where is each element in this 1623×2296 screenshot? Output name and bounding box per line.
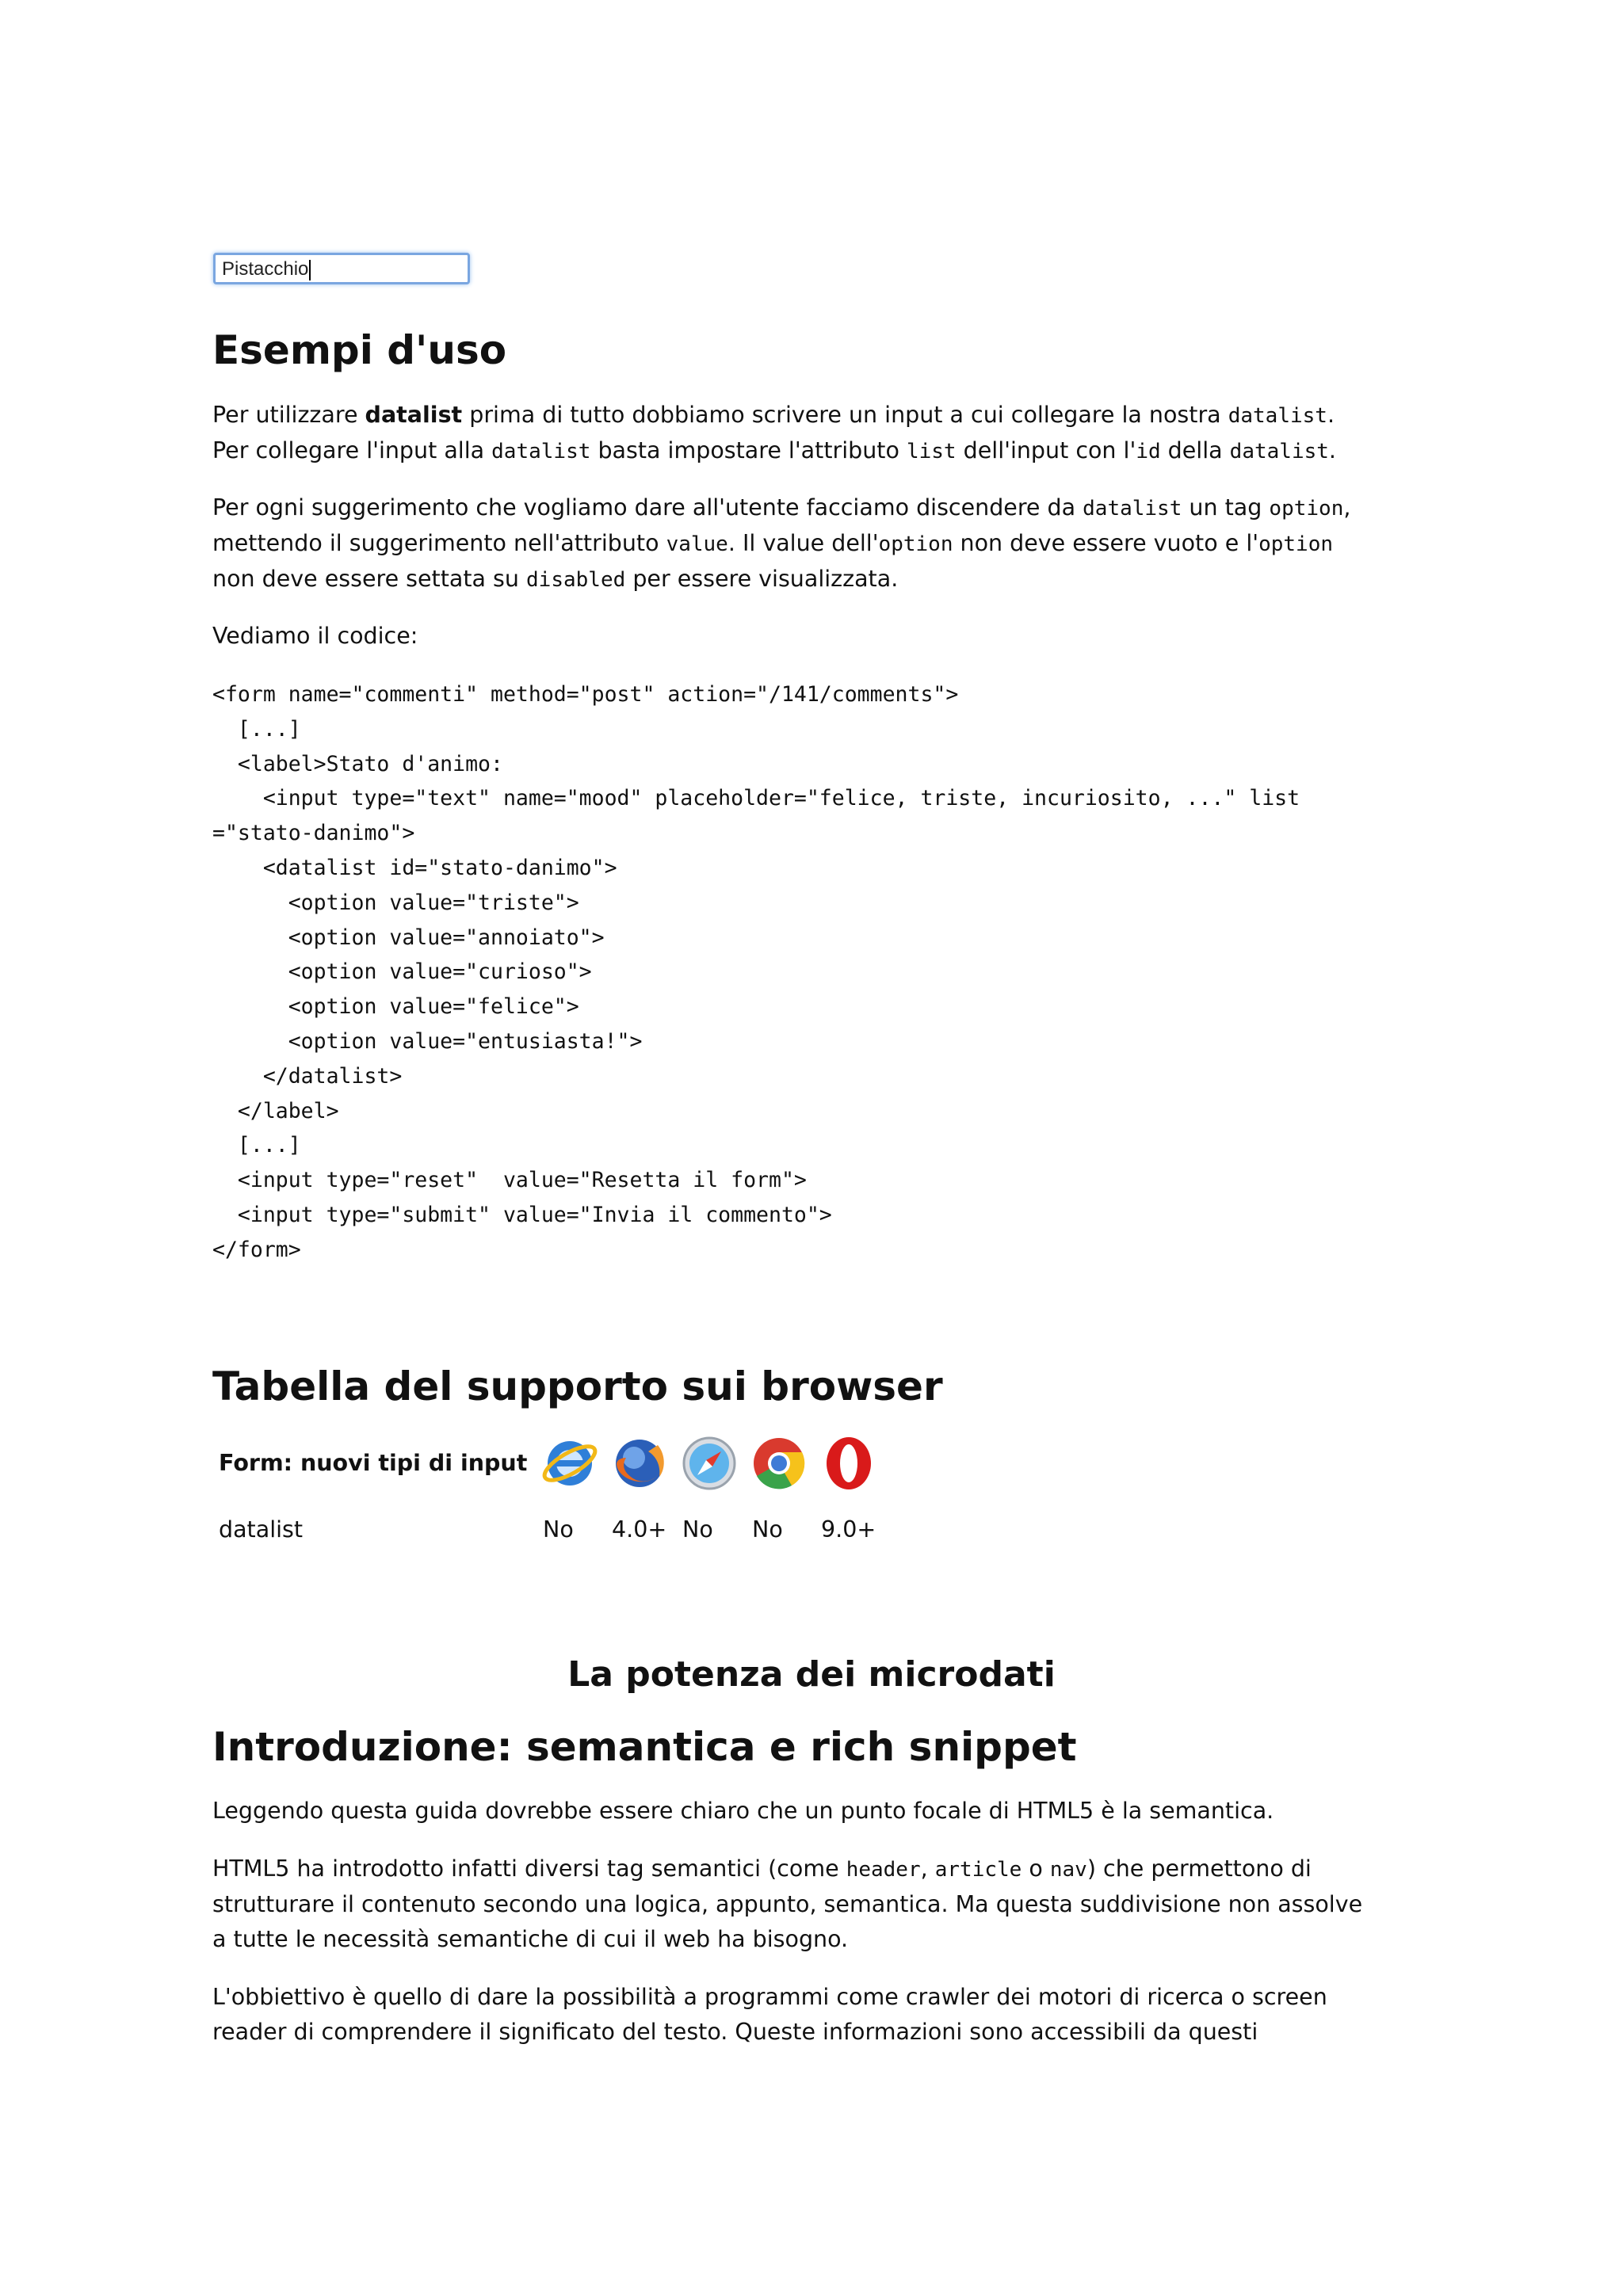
inline-code: datalist: [1083, 497, 1182, 521]
paragraph-1: [212, 398, 1336, 469]
paragraph-4: Leggendo questa guida dovrebbe essere chiaro che un punto focale di HTML5 è la semantica.: [212, 1798, 1274, 1824]
opera-icon: [819, 1434, 878, 1493]
text: Per utilizzare: [212, 402, 365, 428]
support-value-opera: 9.0+: [821, 1516, 876, 1543]
text: Per ogni suggerimento che vogliamo dare all'utente facciamo discendere da: [212, 494, 1083, 521]
inline-code: nav: [1049, 1858, 1087, 1882]
table-row-label: datalist: [219, 1516, 304, 1543]
inline-code: option: [878, 532, 953, 556]
support-value-ie: No: [543, 1516, 574, 1543]
text: ,: [1343, 494, 1351, 521]
section-title-intro: Introduzione: semantica e rich snippet: [212, 1724, 1077, 1770]
text: mettendo il suggerimento nell'attributo: [212, 530, 666, 556]
support-value-safari: No: [682, 1516, 713, 1543]
support-value-chrome: No: [752, 1516, 783, 1543]
firefox-icon: [610, 1434, 669, 1493]
text: della: [1160, 437, 1230, 463]
text: .: [1327, 402, 1335, 428]
inline-code: list: [906, 440, 957, 463]
text: non deve essere vuoto e l': [953, 530, 1259, 556]
inline-code: header: [846, 1858, 921, 1882]
inline-code: article: [934, 1858, 1022, 1882]
text: non deve essere settata su: [212, 566, 527, 592]
inline-code: datalist: [1228, 404, 1327, 428]
text: Per collegare l'input alla: [212, 437, 492, 463]
text-line: strutturare il contenuto secondo una logica, appunto, semantica. Ma questa suddivisione non assolve: [212, 1891, 1363, 1917]
section-title-support: Tabella del supporto sui browser: [212, 1363, 943, 1409]
paragraph-5: [212, 1852, 1362, 1957]
text-caret: [309, 260, 311, 280]
text: prima di tutto dobbiamo scrivere un input a cui collegare la nostra: [462, 402, 1228, 428]
text: basta impostare l'attributo: [590, 437, 907, 463]
inline-code: disabled: [526, 568, 626, 592]
section-title-esempi: Esempi d'uso: [212, 327, 507, 373]
text-line: reader di comprendere il significato del testo. Queste informazioni sono accessibili da questi: [212, 2019, 1258, 2045]
chrome-icon: [750, 1434, 808, 1493]
text: ) che permettono di: [1086, 1855, 1312, 1882]
bold-term: datalist: [365, 402, 463, 428]
safari-icon: [680, 1434, 739, 1493]
support-value-firefox: 4.0+: [612, 1516, 667, 1543]
inline-code: datalist: [491, 440, 591, 463]
text: ,: [920, 1855, 935, 1882]
text-line: L'obbiettivo è quello di dare la possibilità a programmi come crawler dei motori di ricerca o screen: [212, 1984, 1327, 2010]
internet-explorer-icon: [540, 1434, 599, 1493]
text: o: [1022, 1855, 1050, 1882]
text: HTML5 ha introdotto infatti diversi tag semantici (come: [212, 1855, 846, 1882]
inline-code: id: [1136, 440, 1161, 463]
inline-code: option: [1258, 532, 1333, 556]
demo-input-value: Pistacchio: [222, 258, 309, 280]
text: un tag: [1182, 494, 1270, 521]
text: per essere visualizzata.: [625, 566, 899, 592]
paragraph-3: Vediamo il codice:: [212, 623, 418, 649]
text: .: [1328, 437, 1336, 463]
datalist-demo-input[interactable]: [213, 253, 470, 284]
chapter-title: La potenza dei microdati: [567, 1654, 1056, 1695]
table-header-label: Form: nuovi tipi di input: [219, 1450, 528, 1476]
text: . Il value dell': [727, 530, 879, 556]
paragraph-2: [212, 490, 1350, 597]
inline-code: option: [1269, 497, 1344, 521]
inline-code: datalist: [1229, 440, 1329, 463]
inline-code: value: [666, 532, 728, 556]
paragraph-6: [212, 1980, 1327, 2050]
code-block: <form name="commenti" method="post" action="/141/comments"> [...] <label>Stato d'animo: <input type="text" name="mood" placeholder="felice, triste, incuriosito, ..." list ="stato-danimo"> <datalist id="stato-danimo"> <option value="triste"> <option value="annoiato"> <option value="curioso"> <option value="felice"> <option value="entusiasta!"> </datalist> </label> [...] <input type="reset" value="Resetta il form"> <input type="submit" value="Invia il commento"> </form>: [212, 682, 1300, 1262]
text-line: a tutte le necessità semantiche di cui il web ha bisogno.: [212, 1926, 849, 1952]
text: dell'input con l': [956, 437, 1136, 463]
